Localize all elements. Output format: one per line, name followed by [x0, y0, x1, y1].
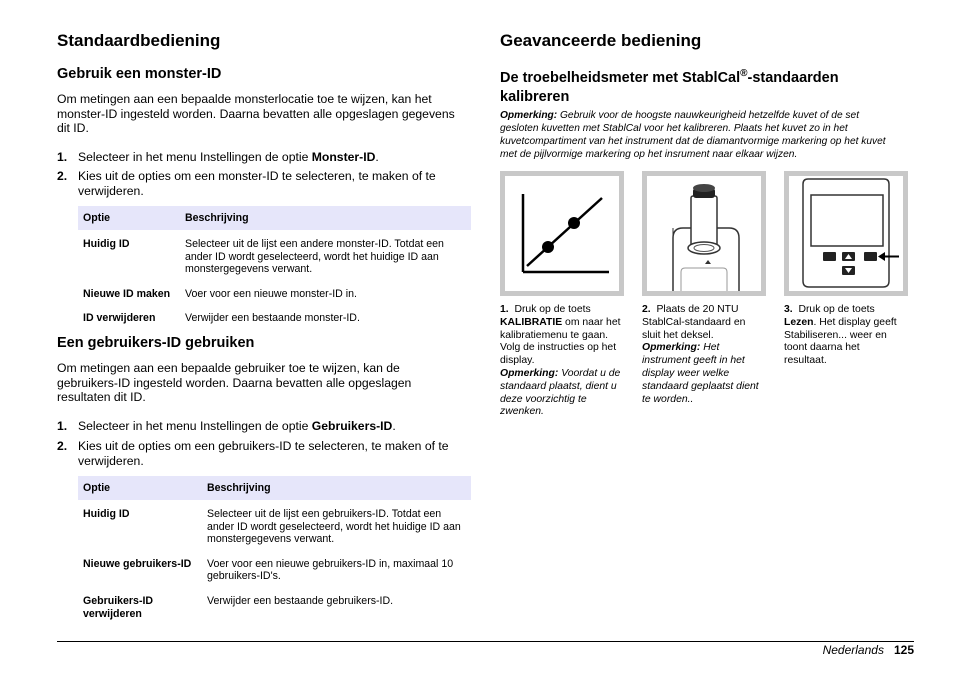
- caption-text: Plaats de 20 NTU StablCal-standaard en sluit het deksel.: [642, 304, 746, 341]
- step-text-end: .: [375, 150, 379, 164]
- figure-insert-vial: [642, 171, 766, 296]
- caption-text-end: om naar het kalibratiemenu te gaan. Volg de instructies op het display.: [500, 316, 621, 367]
- caption-number: 3.: [784, 304, 793, 315]
- calibration-graph-icon: [505, 176, 619, 291]
- caption-note: Voordat u de standaard plaatst, dient u deze voorzichtig te zwenken.: [500, 367, 621, 418]
- step-bold-text: Monster-ID: [311, 150, 376, 164]
- table-header-option: Optie: [78, 476, 202, 500]
- left-page-title: Standaardbediening: [57, 31, 221, 50]
- caption-text: Druk op de toets: [514, 304, 591, 315]
- step-text-continued: verwijderen.: [78, 453, 144, 468]
- table-cell-description: Selecteer uit de lijst een gebruikers-ID. Totdat een ander ID wordt geselecteerd, wordt het huidige ID aan monstergegevens verwant.: [207, 508, 461, 546]
- step-text: Kies uit de opties om een gebruikers-ID te selecteren, te maken of te: [78, 439, 449, 453]
- step-text: Selecteer in het menu Instellingen de optie: [78, 150, 312, 164]
- table-cell-description: Verwijder een bestaande monster-ID.: [185, 312, 360, 325]
- heading-text: De troebelheidsmeter met StablCal: [500, 69, 741, 86]
- table-cell-description: Verwijder een bestaande gebruikers-ID.: [207, 594, 394, 607]
- table-cell-option: Nieuwe gebruikers-ID: [83, 557, 192, 570]
- step-bold-text: Gebruikers-ID: [311, 419, 393, 433]
- instrument-vial-icon: [647, 176, 761, 291]
- table-cell-description: Voer voor een nieuwe gebruikers-ID in, maximaal 10 gebruikers-ID's.: [207, 557, 454, 583]
- table-row: [78, 500, 471, 551]
- footer: [823, 643, 914, 657]
- monster-id-step-1: [57, 150, 472, 165]
- caption-note: Het instrument geeft in het display weer welke standaard geplaatst dient te worden..: [642, 342, 759, 405]
- registered-mark: ®: [740, 68, 748, 79]
- step-text-continued: verwijderen.: [78, 183, 144, 198]
- table-cell-option: Huidig ID: [83, 508, 130, 520]
- table-header-description: Beschrijving: [202, 476, 471, 500]
- step-text: Kies uit de opties om een monster-ID te selecteren, te maken of te: [78, 169, 436, 183]
- stablcal-heading: [500, 64, 900, 107]
- heading-text-line2: kalibreren: [500, 88, 570, 105]
- gebruikers-id-intro: Om metingen aan een bepaalde gebruiker toe te wijzen, kan de gebruikers-ID ingesteld worden. Daarna bevatten alle opgeslagen resultaten dit ID.: [57, 361, 412, 405]
- table-row: [78, 230, 471, 281]
- table-row: [78, 551, 471, 588]
- footer-language: Nederlands: [822, 643, 884, 657]
- table-row: [78, 305, 471, 330]
- caption-bold-text: Lezen: [784, 316, 814, 328]
- footer-rule: [57, 641, 914, 642]
- section-heading-monster-id: Gebruik een monster-ID: [57, 66, 222, 82]
- figure-read-key: [784, 171, 908, 296]
- table-cell-option: Huidig ID: [83, 238, 130, 250]
- table-cell-option: Gebruikers-ID verwijderen: [83, 594, 154, 620]
- heading-text-suffix: -standaarden: [747, 69, 839, 86]
- step-number: 1.: [57, 419, 68, 433]
- caption-text-end: . Het display geeft Stabiliseren... weer en toont daarna het resultaat.: [784, 316, 897, 367]
- step-text: Selecteer in het menu Instellingen de optie: [78, 419, 312, 433]
- gebruikers-id-step-2: [57, 439, 472, 469]
- caption-number: 1.: [500, 304, 509, 315]
- figure-caption-3: [784, 304, 902, 368]
- monster-id-step-2: [57, 169, 472, 199]
- gebruikers-id-options-table: [78, 476, 471, 625]
- figure-caption-1: [500, 304, 625, 419]
- caption-note-label: Opmerking:: [642, 342, 701, 354]
- right-page-title: Geavanceerde bediening: [500, 31, 702, 50]
- caption-note-label: Opmerking:: [500, 367, 559, 379]
- gebruikers-id-step-1: [57, 419, 472, 434]
- table-header-description: Beschrijving: [180, 206, 471, 230]
- caption-bold-text: KALIBRATIE: [500, 316, 563, 328]
- note-label: Opmerking:: [500, 110, 558, 121]
- table-cell-option: ID verwijderen: [83, 312, 156, 325]
- caption-number: 2.: [642, 304, 651, 315]
- table-cell-option: Nieuwe ID maken: [83, 287, 171, 300]
- monster-id-options-table: [78, 206, 471, 330]
- instrument-display-icon: [789, 176, 903, 291]
- table-row: [78, 281, 471, 306]
- page-number: 125: [893, 643, 914, 657]
- note-text: Gebruik voor de hoogste nauwkeurigheid hetzelfde kuvet of de set gesloten kuvetten met StablCal voor het kalibreren. Plaats het kuvet zo in het kuvetcompartiment van het instrument dat de diamantvormige markering op het kuvet met de pijlvormige markering op het insrument naar elkaar wijzen.: [500, 110, 886, 160]
- figure-calibration-graph: [500, 171, 624, 296]
- section-heading-gebruikers-id: Een gebruikers-ID gebruiken: [57, 335, 255, 351]
- step-number: 2.: [57, 169, 68, 183]
- table-row: [78, 588, 471, 625]
- stablcal-note: [500, 109, 900, 161]
- figure-caption-2: [642, 304, 762, 406]
- step-number: 2.: [57, 439, 68, 453]
- step-number: 1.: [57, 150, 68, 164]
- table-cell-description: Voer voor een nieuwe monster-ID in.: [185, 287, 357, 300]
- step-text-end: .: [392, 419, 396, 433]
- table-cell-description: Selecteer uit de lijst een andere monster-ID. Totdat een ander ID wordt geselecteerd, wordt het huidige ID aan monstergegevens verwant.: [185, 238, 444, 276]
- table-header-option: Optie: [78, 206, 180, 230]
- monster-id-intro: Om metingen aan een bepaalde monsterlocatie toe te wijzen, kan het monster-ID ingesteld worden. Daarna bevatten alle opgeslagen gegevens dit ID.: [57, 92, 455, 136]
- caption-text: Druk op de toets: [798, 304, 875, 315]
